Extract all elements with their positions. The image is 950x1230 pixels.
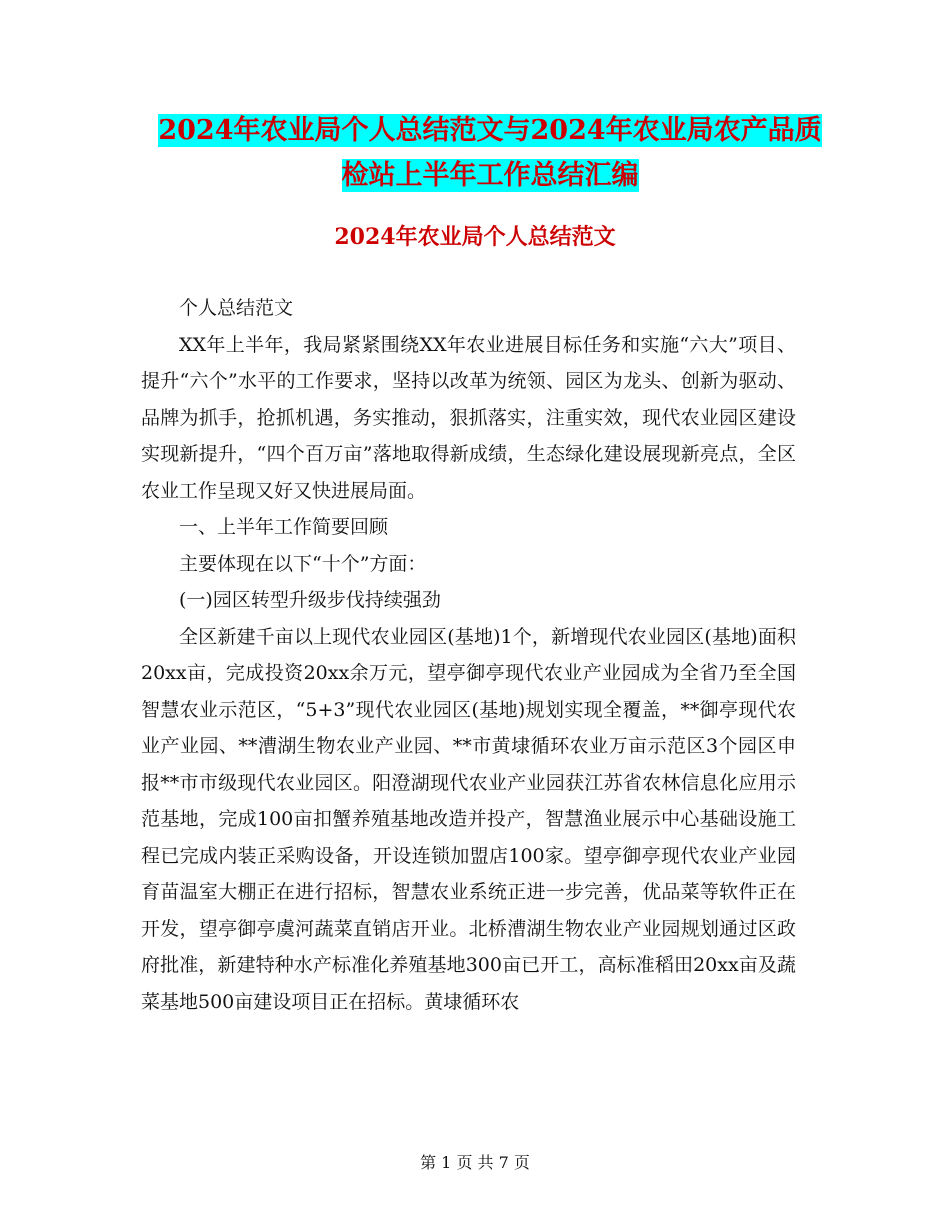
document-body: [141, 290, 796, 1020]
page-footer: [0, 1152, 950, 1174]
paragraph-heading-review: 一、上半年工作简要回顾: [179, 516, 389, 538]
paragraph-ten-aspects: 主要体现在以下“十个”方面：: [179, 552, 427, 575]
section-title: 2024年农业局个人总结范文: [334, 224, 616, 250]
paragraph-subtitle: 个人总结范文: [179, 297, 294, 319]
document-title: [140, 108, 840, 198]
document-title-line-2: 检站上半年工作总结汇编: [341, 160, 639, 191]
paragraph-park-details: 全区新建千亩以上现代农业园区(基地)1个，新增现代农业园区(基地)面积20xx亩，完成投资20xx余万元，望亭御亭现代农业产业园成为全省乃至全国智慧农业示范区，“5+3”现代农业园区(基地)规划实现全覆盖，**御亭现代农业产业园、**漕湖生物农业产业园、**市黄埭循环农业万亩示范区3个园区申报**市市级现代农业园区。阳澄湖现代农业产业园获江苏省农林信息化应用示范基地，完成100亩扣蟹养殖基地改造并投产，智慧渔业展示中心基础设施工程已完成内装正采购设备，开设连锁加盟店100家。望亭御亭现代农业产业园育苗温室大棚正在进行招标，智慧农业系统正进一步完善，优品菜等软件正在开发，望亭御亭虞河蔬菜直销店开业。北桥漕湖生物农业产业园规划通过区政府批准，新建特种水产标准化养殖基地300亩已开工，高标准稻田20xx亩及蔬菜基地500亩建设项目正在招标。黄埭循环农: [141, 625, 796, 1013]
paragraph-heading-park: (一)园区转型升级步伐持续强劲: [179, 589, 441, 611]
document-title-line-1: 2024年农业局个人总结范文与2024年农业局农产品质: [158, 115, 822, 146]
paragraph-intro: XX年上半年，我局紧紧围绕XX年农业进展目标任务和实施“六大”项目、提升“六个”水平的工作要求，坚持以改革为统领、园区为龙头、创新为驱动、品牌为抓手，抢抓机遇，务实推动，狠抓落实，注重实效，现代农业园区建设实现新提升，“四个百万亩”落地取得新成绩，生态绿化建设展现新亮点，全区农业工作呈现又好又快进展局面。: [141, 333, 796, 502]
page-number: 第 1 页 共 7 页: [420, 1153, 530, 1172]
